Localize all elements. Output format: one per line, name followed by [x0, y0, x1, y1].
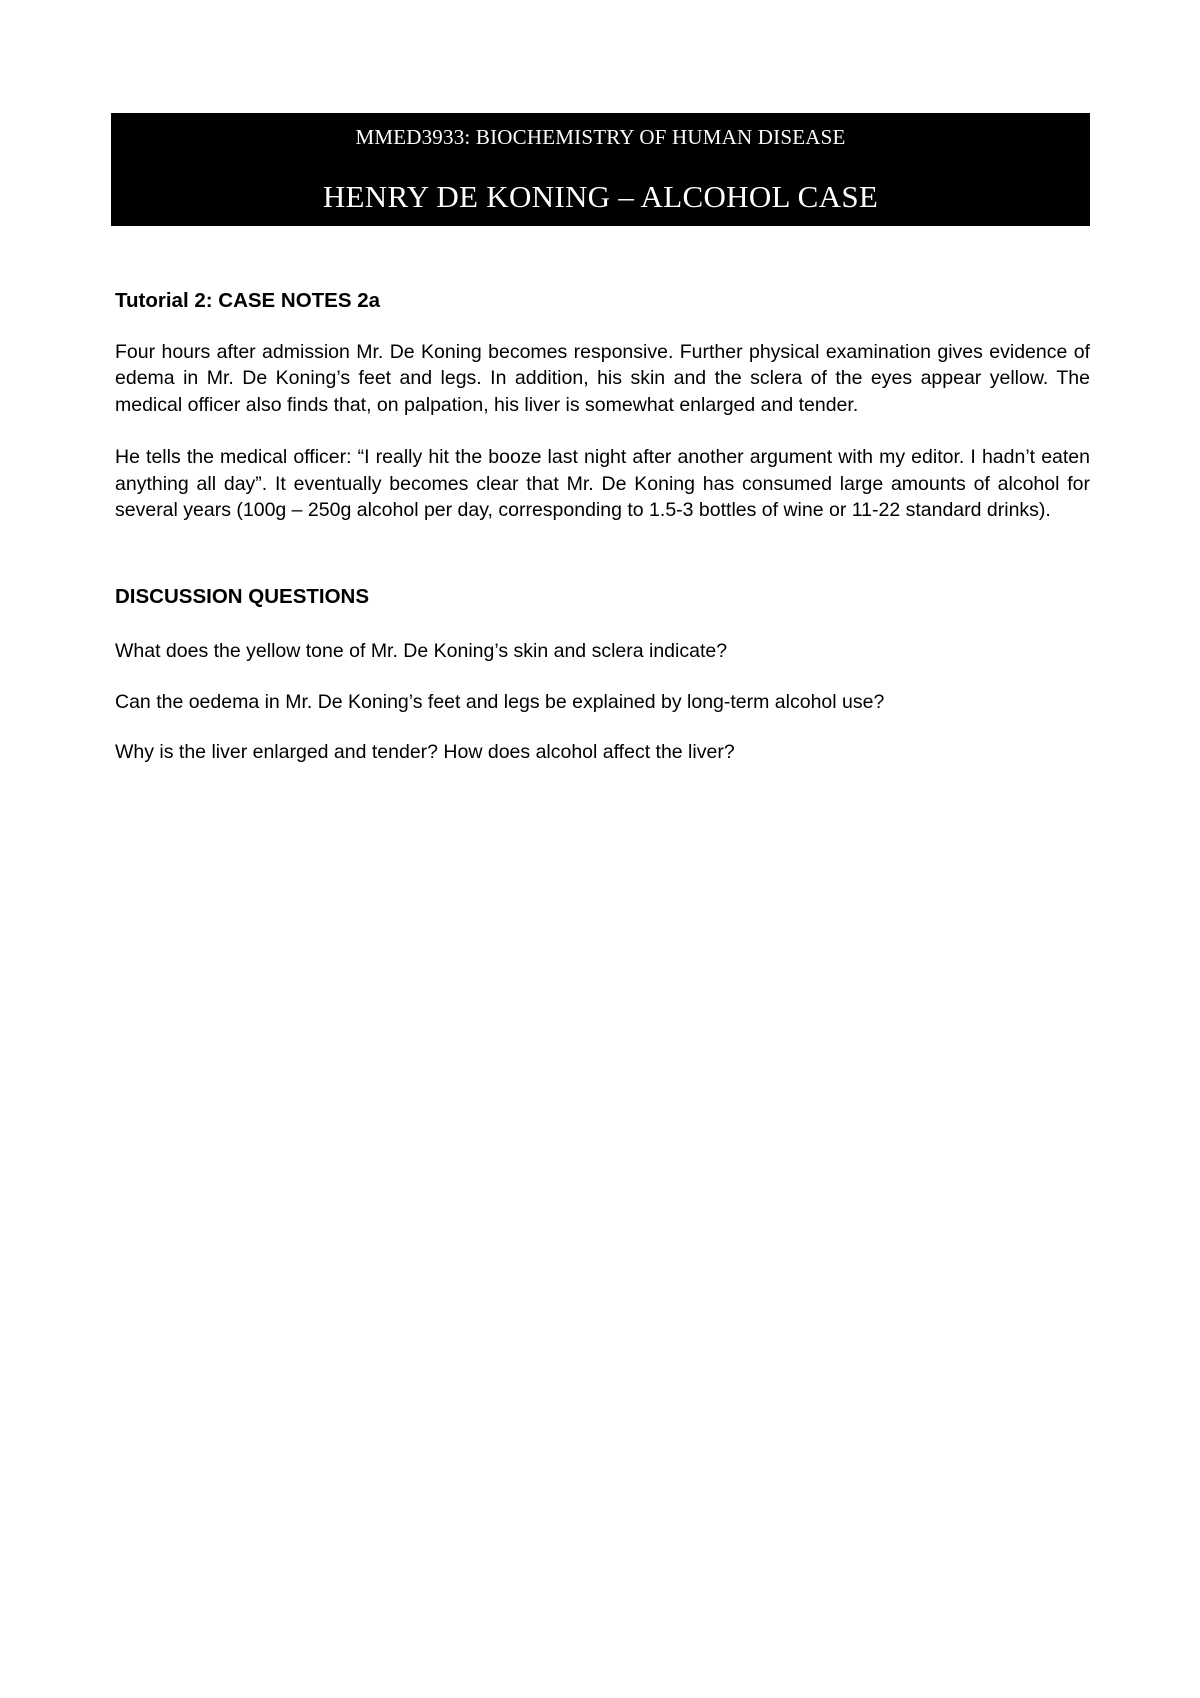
tutorial-heading: Tutorial 2: CASE NOTES 2a: [115, 289, 381, 312]
case-paragraph: Four hours after admission Mr. De Koning becomes responsive. Further physical examination gives evidence of edema in Mr. De Koning’s feet and legs. In addition, his skin and the sclera of the eyes appear yellow. The medical officer also finds that, on palpation, his liver is somewhat enlarged and tender.: [115, 340, 1090, 416]
discussion-question: Can the oedema in Mr. De Koning’s feet and legs be explained by long-term alcohol use?: [115, 690, 885, 713]
discussion-heading: DISCUSSION QUESTIONS: [115, 584, 370, 608]
course-title: MMED3933: BIOCHEMISTRY OF HUMAN DISEASE: [355, 125, 846, 149]
case-paragraph: He tells the medical officer: “I really hit the booze last night after another argument with my editor. I hadn’t eaten anything all day”. It eventually becomes clear that Mr. De Koning has consumed large amounts of alcohol for several years (100g – 250g alcohol per day, corresponding to 1.5-3 bottles of wine or 11-22 standard drinks).: [115, 446, 1090, 521]
case-title: HENRY DE KONING – ALCOHOL CASE: [322, 179, 879, 214]
document-header: [111, 113, 1090, 226]
discussion-question: Why is the liver enlarged and tender? How does alcohol affect the liver?: [115, 741, 735, 763]
document-body: [115, 288, 1090, 790]
discussion-question: What does the yellow tone of Mr. De Koning’s skin and sclera indicate?: [115, 640, 728, 662]
